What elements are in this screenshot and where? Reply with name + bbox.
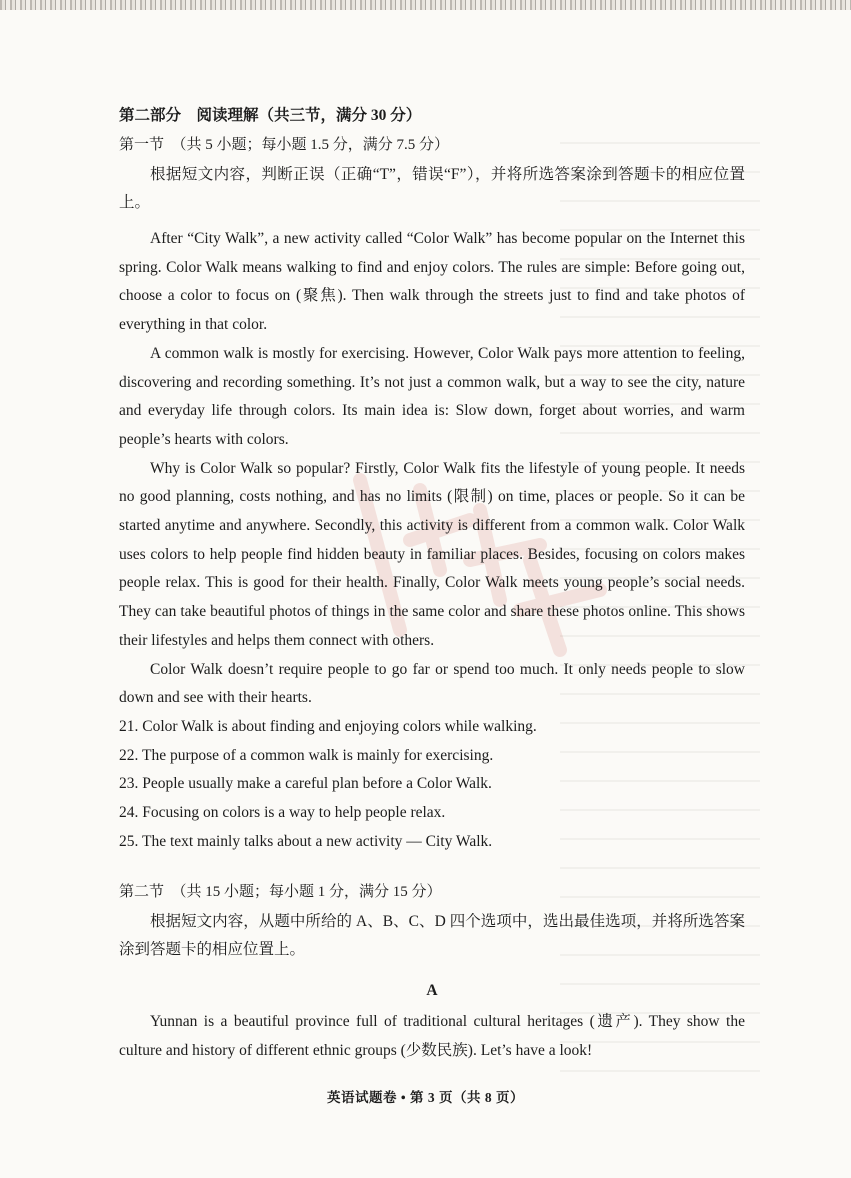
section1-title: 第一节 （共 5 小题；每小题 1.5 分，满分 7.5 分） <box>119 137 450 153</box>
question-item: 21. Color Walk is about finding and enjoying colors while walking. <box>119 717 537 735</box>
passage-paragraph: Color Walk doesn’t require people to go far or spend too much. It only needs people to slow down and see with their hearts. <box>119 660 745 707</box>
question-item: 22. The purpose of a common walk is mainly for exercising. <box>119 746 494 764</box>
section1-instruction: 根据短文内容，判断正误（正确“T”，错误“F”），并将所选答案涂到答题卡的相应位置上。 <box>119 166 745 211</box>
passage-paragraph: After “City Walk”, a new activity called “Color Walk” has become popular on the Internet this spring. Color Walk means walking to find and enjoy colors. The rules are simple: Before going out, choose a color to focus on (聚焦). Then walk through the streets just to find and take photos of everything in that color. <box>119 230 745 334</box>
main-content <box>119 106 745 1066</box>
scan-edge-strip <box>0 0 851 10</box>
page-footer: 英语试题卷 • 第 3 页（共 8 页） <box>327 1090 524 1105</box>
question-item: 24. Focusing on colors is a way to help people relax. <box>119 804 446 822</box>
passage-paragraph: A common walk is mostly for exercising. However, Color Walk pays more attention to feeling, discovering and recording something. It’s not just a common walk, but a way to see the city, nature and everyday life through colors. Its main idea is: Slow down, forget about worries, and warm people’s hearts with colors. <box>119 344 745 448</box>
passage-paragraph: Why is Color Walk so popular? Firstly, Color Walk fits the lifestyle of young people. It needs no good planning, costs nothing, and has no limits (限制) on time, places or people. So it can be started anytime and anywhere. Secondly, this activity is different from a common walk. Color Walk uses colors to help people find hidden beauty in familiar places. Besides, focusing on colors makes people relax. This is good for their health. Finally, Color Walk meets young people’s social needs. They can take beautiful photos of things in the same color and share these photos online. This shows their lifestyles and helps them connect with others. <box>119 459 745 649</box>
section2-instruction: 根据短文内容，从题中所给的 A、B、C、D 四个选项中，选出最佳选项，并将所选答案涂到答题卡的相应位置上。 <box>119 913 745 959</box>
passage-label: A <box>426 982 438 1000</box>
section2-title: 第二节 （共 15 小题；每小题 1 分，满分 15 分） <box>119 884 442 901</box>
question-item: 23. People usually make a careful plan before a Color Walk. <box>119 775 492 793</box>
passage-paragraph: Yunnan is a beautiful province full of traditional cultural heritages (遗产). They show the culture and history of different ethnic groups (少数民族). Let’s have a look! <box>119 1013 745 1060</box>
question-item: 25. The text mainly talks about a new activity — City Walk. <box>119 832 493 850</box>
part-header: 第二部分 阅读理解（共三节，满分 30 分） <box>119 107 422 124</box>
question-list <box>119 713 745 857</box>
